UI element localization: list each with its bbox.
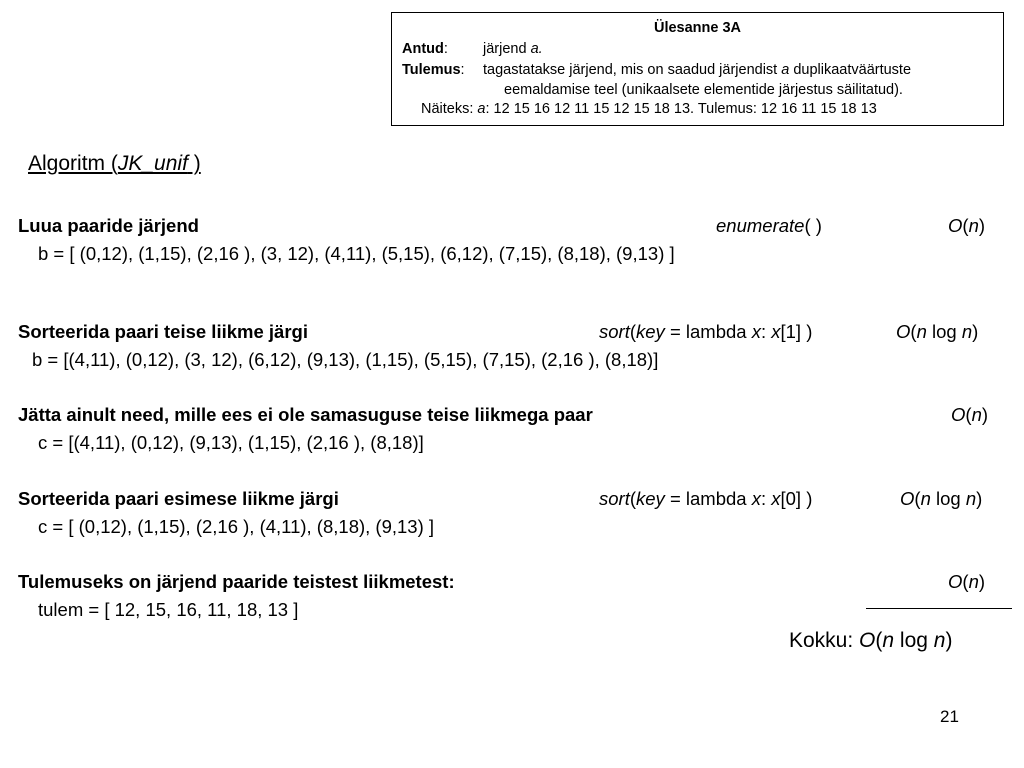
step-1-operation: enumerate( ) bbox=[716, 215, 822, 236]
step-4-operation: sort(key = lambda x: x[0] ) bbox=[599, 488, 813, 509]
task-given-row: Antud: bbox=[402, 41, 448, 57]
result-label: Tulemus bbox=[402, 62, 461, 78]
step-1-complexity: O(n) bbox=[948, 215, 986, 236]
step-2-title: Sorteerida paari teise liikme järgi bbox=[18, 321, 308, 342]
task-result-row: Tulemus: bbox=[402, 62, 465, 78]
step-4-complexity: O(n log n) bbox=[900, 488, 983, 509]
algorithm-title: Algoritm (JK_unif ) bbox=[28, 152, 201, 175]
page-number: 21 bbox=[940, 707, 959, 726]
task-example: Näiteks: a: 12 15 16 12 11 15 12 15 18 13. Tulemus: 12 16 11 15 18 13 bbox=[421, 101, 877, 117]
given-label: Antud bbox=[402, 41, 444, 57]
step-3-title: Jätta ainult need, mille ees ei ole samasuguse teise liikmega paar bbox=[18, 404, 593, 425]
task-given-value: järjend a. bbox=[483, 41, 543, 57]
step-2-operation: sort(key = lambda x: x[1] ) bbox=[599, 321, 813, 342]
step-2-value: b = [(4,11), (0,12), (3, 12), (6,12), (9,13), (1,15), (5,15), (7,15), (2,16 ), (8,18)] bbox=[32, 349, 659, 370]
step-3-value: c = [(4,11), (0,12), (9,13), (1,15), (2,16 ), (8,18)] bbox=[38, 432, 424, 453]
step-5-complexity: O(n) bbox=[948, 571, 986, 592]
step-5-title: Tulemuseks on järjend paaride teistest liikmetest: bbox=[18, 571, 455, 592]
step-2-complexity: O(n log n) bbox=[896, 321, 979, 342]
step-3-complexity: O(n) bbox=[951, 404, 989, 425]
step-1-title: Luua paaride järjend bbox=[18, 215, 199, 236]
step-1-value: b = [ (0,12), (1,15), (2,16 ), (3, 12), (4,11), (5,15), (6,12), (7,15), (8,18), (9,13) ] bbox=[38, 243, 675, 264]
step-4-value: c = [ (0,12), (1,15), (2,16 ), (4,11), (8,18), (9,13) ] bbox=[38, 516, 435, 537]
task-result-text-line2: eemaldamise teel (unikaalsete elementide järjestus säilitatud). bbox=[504, 82, 903, 98]
total-complexity: Kokku: O(n log n) bbox=[789, 629, 953, 652]
step-5-value: tulem = [ 12, 15, 16, 11, 18, 13 ] bbox=[38, 599, 299, 620]
step-4-title: Sorteerida paari esimese liikme järgi bbox=[18, 488, 339, 509]
sum-divider bbox=[866, 608, 1012, 609]
task-result-text: tagastatakse järjend, mis on saadud järjendist a duplikaatväärtuste bbox=[483, 62, 912, 78]
task-title: Ülesanne 3A bbox=[653, 20, 742, 36]
task-box bbox=[391, 12, 1004, 126]
